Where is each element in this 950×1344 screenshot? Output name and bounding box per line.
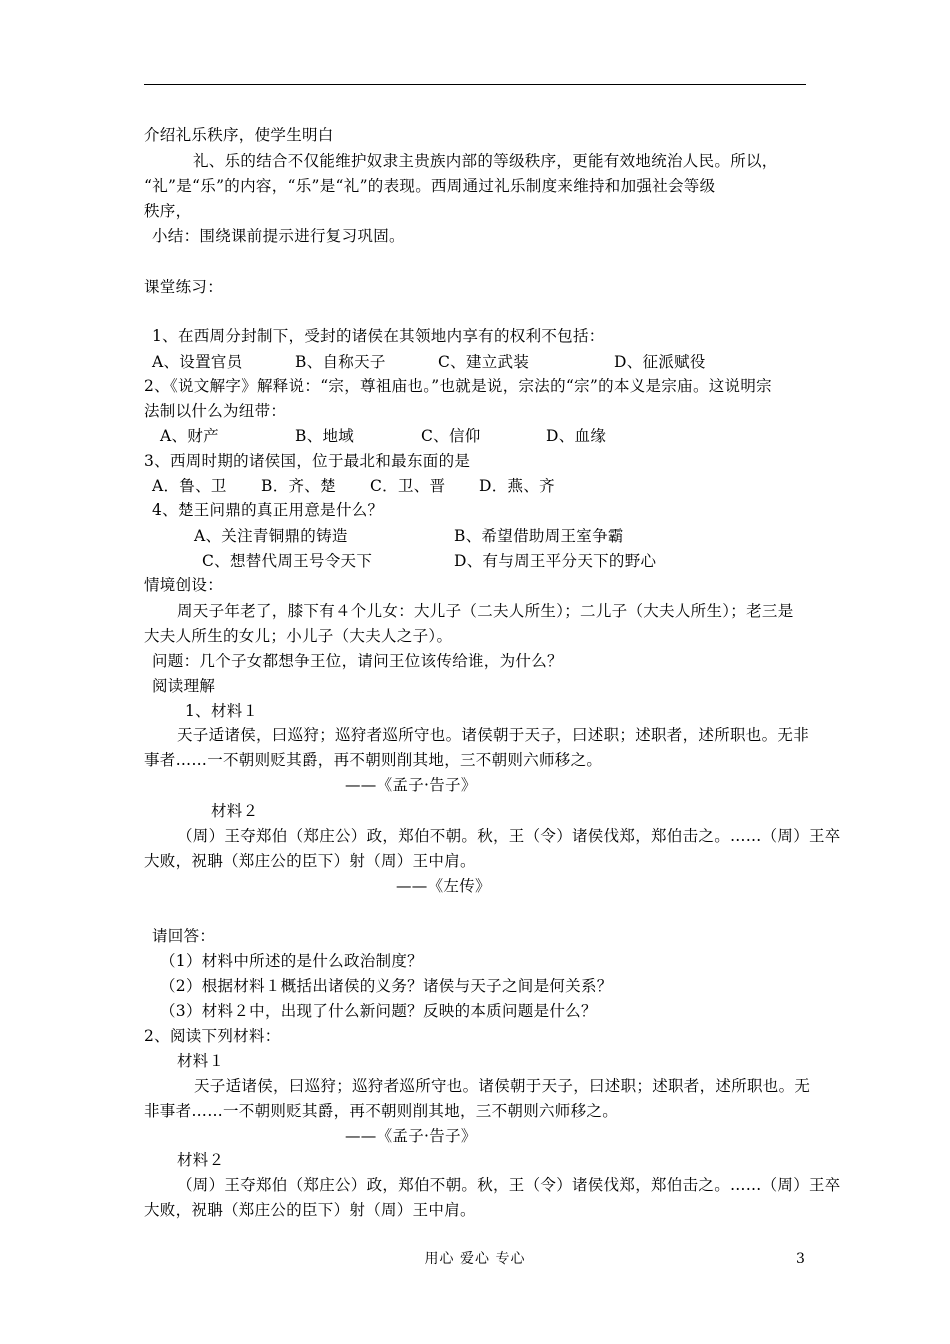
citation: ——《左传》 bbox=[396, 877, 491, 895]
text-line: 介绍礼乐秩序，使学生明白 bbox=[144, 126, 334, 144]
footer-motto: 用心 爱心 专心 bbox=[424, 1251, 526, 1267]
section-heading: 阅读理解 bbox=[152, 677, 216, 695]
text-line: 秩序， bbox=[144, 202, 192, 220]
citation: ——《孟子·告子》 bbox=[345, 776, 477, 794]
option-c: C、建立武装 bbox=[438, 353, 530, 371]
option-b: B．齐、楚 bbox=[261, 477, 336, 495]
sub-question: （3）材料２中，出现了什么新问题？反映的本质问题是什么？ bbox=[160, 1002, 597, 1020]
citation: ——《孟子·告子》 bbox=[345, 1127, 477, 1145]
section-heading: 课堂练习： bbox=[144, 278, 224, 296]
text-line: 问题：几个子女都想争王位，请问王位该传给谁，为什么？ bbox=[152, 652, 563, 670]
sub-question: （2）根据材料１概括出诸侯的义务？诸侯与天子之间是何关系？ bbox=[160, 977, 613, 995]
material-label: 1、材料１ bbox=[185, 702, 259, 720]
material-label: 材料１ bbox=[177, 1052, 225, 1070]
text-line: 大夫人所生的女儿；小儿子（大夫人之子）。 bbox=[144, 627, 453, 645]
text-line: （周）王夺郑伯（郑庄公）政，郑伯不朝。秋，王（令）诸侯伐郑，郑伯击之。……（周）王卒 bbox=[177, 1176, 841, 1194]
option-c: C、想替代周王号令天下 bbox=[202, 552, 373, 570]
option-d: D．燕、齐 bbox=[479, 477, 555, 495]
option-a: A、财产 bbox=[160, 427, 219, 445]
text-line: 非事者……一不朝则贬其爵，再不朝则削其地，三不朝则六师移之。 bbox=[144, 1102, 619, 1120]
text-line: 法制以什么为纽带： bbox=[144, 402, 287, 420]
text-line: 天子适诸侯，曰巡狩；巡狩者巡所守也。诸侯朝于天子，曰述职；述职者，述所职也。无非 bbox=[177, 726, 810, 744]
question-1: 1、在西周分封制下，受封的诸侯在其领地内享有的权利不包括： bbox=[152, 327, 605, 345]
text-line: 小结：围绕课前提示进行复习巩固。 bbox=[152, 227, 405, 245]
text-line: 大败，祝聃（郑庄公的臣下）射（周）王中肩。 bbox=[144, 852, 476, 870]
text-line: （周）王夺郑伯（郑庄公）政，郑伯不朝。秋，王（令）诸侯伐郑，郑伯击之。……（周）王卒 bbox=[177, 827, 841, 845]
option-a: A．鲁、卫 bbox=[152, 477, 227, 495]
header-rule bbox=[144, 84, 806, 85]
section-heading: 情境创设： bbox=[144, 576, 224, 594]
section-heading: 请回答： bbox=[152, 927, 216, 945]
text-line: “礼”是“乐”的内容，“乐”是“礼”的表现。西周通过礼乐制度来维持和加强社会等级 bbox=[144, 177, 716, 195]
option-b: B、自称天子 bbox=[295, 353, 386, 371]
section-heading: 2、阅读下列材料： bbox=[144, 1027, 281, 1045]
sub-question: （1）材料中所述的是什么政治制度？ bbox=[160, 952, 423, 970]
option-a: A、关注青铜鼎的铸造 bbox=[194, 527, 348, 545]
option-d: D、血缘 bbox=[546, 427, 607, 445]
question-3: 3、西周时期的诸侯国，位于最北和最东面的是 bbox=[144, 452, 471, 470]
text-line: 事者……一不朝则贬其爵，再不朝则削其地，三不朝则六师移之。 bbox=[144, 751, 603, 769]
question-4: 4、楚王问鼎的真正用意是什么？ bbox=[152, 501, 384, 519]
option-c: C、信仰 bbox=[421, 427, 481, 445]
question-2: 2、《说文解字》解释说：“宗，尊祖庙也。”也就是说，宗法的“宗”的本义是宗庙。这说明宗 bbox=[144, 377, 772, 395]
option-b: B、地域 bbox=[295, 427, 355, 445]
material-label: 材料２ bbox=[211, 802, 259, 820]
option-d: D、有与周王平分天下的野心 bbox=[454, 552, 657, 570]
page-number: 3 bbox=[796, 1251, 805, 1267]
text-line: 周天子年老了，膝下有４个儿女：大儿子（二夫人所生）；二儿子（大夫人所生）；老三是 bbox=[177, 602, 794, 620]
text-line: 天子适诸侯，曰巡狩；巡狩者巡所守也。诸侯朝于天子，曰述职；述职者，述所职也。无 bbox=[194, 1077, 811, 1095]
text-line: 大败，祝聃（郑庄公的臣下）射（周）王中肩。 bbox=[144, 1201, 476, 1219]
text-line: 礼、乐的结合不仅能维护奴隶主贵族内部的等级秩序，更能有效地统治人民。所以， bbox=[193, 152, 778, 170]
material-label: 材料２ bbox=[177, 1151, 225, 1169]
option-d: D、征派赋役 bbox=[614, 353, 706, 371]
option-c: C．卫、晋 bbox=[370, 477, 446, 495]
option-b: B、希望借助周王室争霸 bbox=[454, 527, 624, 545]
option-a: A、设置官员 bbox=[152, 353, 243, 371]
